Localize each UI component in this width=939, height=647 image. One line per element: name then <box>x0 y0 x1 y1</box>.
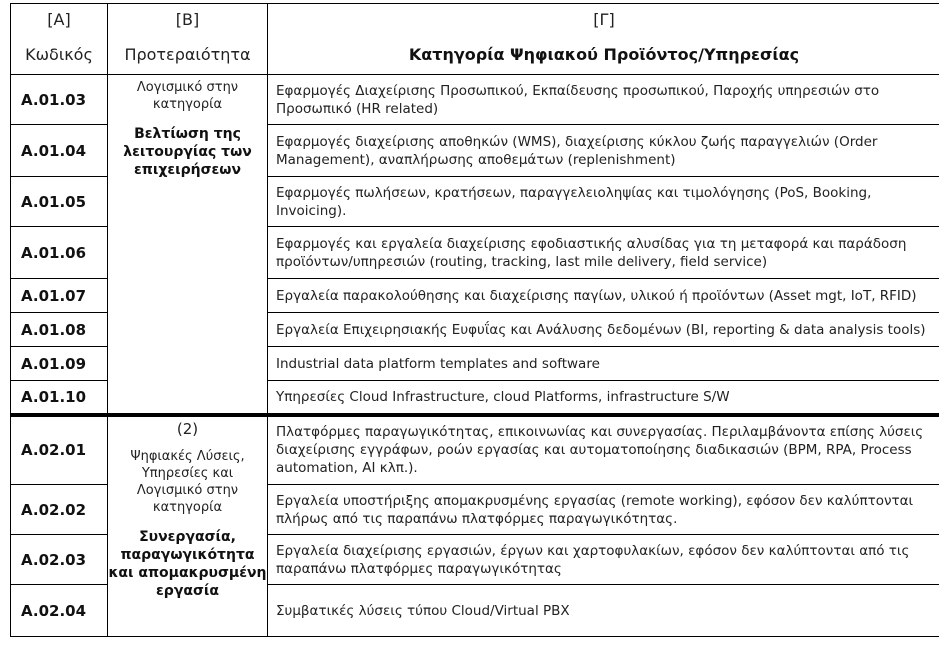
group1-priority-bold: Βελτίωση της λειτουργίας των επιχειρήσεων <box>123 126 252 178</box>
col-b-letter: [B] <box>108 4 268 35</box>
row-description: Υπηρεσίες Cloud Infrastructure, cloud Platforms, infrastructure S/W <box>268 381 939 415</box>
row-description: Εργαλεία παρακολούθησης και διαχείρισης παγίων, υλικού ή προϊόντων (Asset mgt, IoT, RFID) <box>268 279 939 313</box>
row-description: Εργαλεία Επιχειρησιακής Ευφυΐας και Ανάλυσης δεδομένων (BI, reporting & data analysis tools) <box>268 313 939 347</box>
row-description: Εφαρμογές διαχείρισης αποθηκών (WMS), διαχείρισης κύκλου ζωής παραγγελιών (Order Management), αναπλήρωσης αποθεμάτων (replenishment) <box>268 125 939 177</box>
row-code: A.01.09 <box>11 347 108 381</box>
row-code: A.02.04 <box>11 585 108 637</box>
row-description: Εφαρμογές και εργαλεία διαχείρισης εφοδιαστικής αλυσίδας για τη μεταφορά και παράδοση προϊόντων/υπηρεσιών (routing, tracking, last mile delivery, field service) <box>268 227 939 279</box>
row-description: Industrial data platform templates and software <box>268 347 939 381</box>
row-code: A.02.03 <box>11 535 108 585</box>
group2-priority-number: (2) <box>176 419 199 438</box>
row-code: A.01.10 <box>11 381 108 415</box>
product-category-table <box>10 3 939 637</box>
col-c-title: Κατηγορία Ψηφιακού Προϊόντος/Υπηρεσίας <box>268 34 939 75</box>
col-a-title: Κωδικός <box>11 34 108 75</box>
row-description: Εργαλεία διαχείρισης εργασιών, έργων και χαρτοφυλακίων, εφόσον δεν καλύπτονται από τις παραπάνω πλατφόρμες παραγωγικότητας <box>268 535 939 585</box>
group1-priority <box>108 75 268 415</box>
row-description: Εφαρμογές πωλήσεων, κρατήσεων, παραγγελειοληψίας και τιμολόγησης (PoS, Booking, Invoicing). <box>268 177 939 227</box>
col-c-letter: [Γ] <box>268 4 939 35</box>
table-row <box>11 415 939 485</box>
group2-priority-bold: Συνεργασία, παραγωγικότητα και απομακρυσμένη εργασία <box>108 528 267 599</box>
row-code: A.02.02 <box>11 485 108 535</box>
row-description: Εργαλεία υποστήριξης απομακρυσμένης εργασίας (remote working), εφόσον δεν καλύπτονται πλήρως από τις παραπάνω πλατφόρμες παραγωγικότητας. <box>268 485 939 535</box>
row-code: A.01.03 <box>11 75 108 125</box>
row-code: A.01.06 <box>11 227 108 279</box>
table-row <box>11 75 939 125</box>
group2-priority <box>108 415 268 637</box>
header-letter-row <box>11 4 939 35</box>
col-b-title: Προτεραιότητα <box>108 34 268 75</box>
row-description: Συμβατικές λύσεις τύπου Cloud/Virtual PBX <box>268 585 939 637</box>
col-a-letter: [A] <box>11 4 108 35</box>
header-title-row <box>11 34 939 75</box>
row-code: A.01.05 <box>11 177 108 227</box>
row-description: Πλατφόρμες παραγωγικότητας, επικοινωνίας και συνεργασίας. Περιλαμβάνοντα επίσης λύσεις διαχείρισης εγγράφων, ροών εργασίας και αυτοματοποίησης διαδικασιών (BPM, RPA, Process automation, AI κλπ.). <box>268 415 939 485</box>
row-code: A.01.08 <box>11 313 108 347</box>
row-code: A.01.04 <box>11 125 108 177</box>
group2-priority-text: Ψηφιακές Λύσεις, Υπηρεσίες και Λογισμικό στην κατηγορία <box>130 448 245 515</box>
row-code: A.01.07 <box>11 279 108 313</box>
row-description: Εφαρμογές Διαχείρισης Προσωπικού, Εκπαίδευσης προσωπικού, Παροχής υπηρεσιών στο Προσωπικό (HR related) <box>268 75 939 125</box>
row-code: A.02.01 <box>11 415 108 485</box>
group1-priority-text: Λογισμικό στην κατηγορία <box>136 80 239 112</box>
